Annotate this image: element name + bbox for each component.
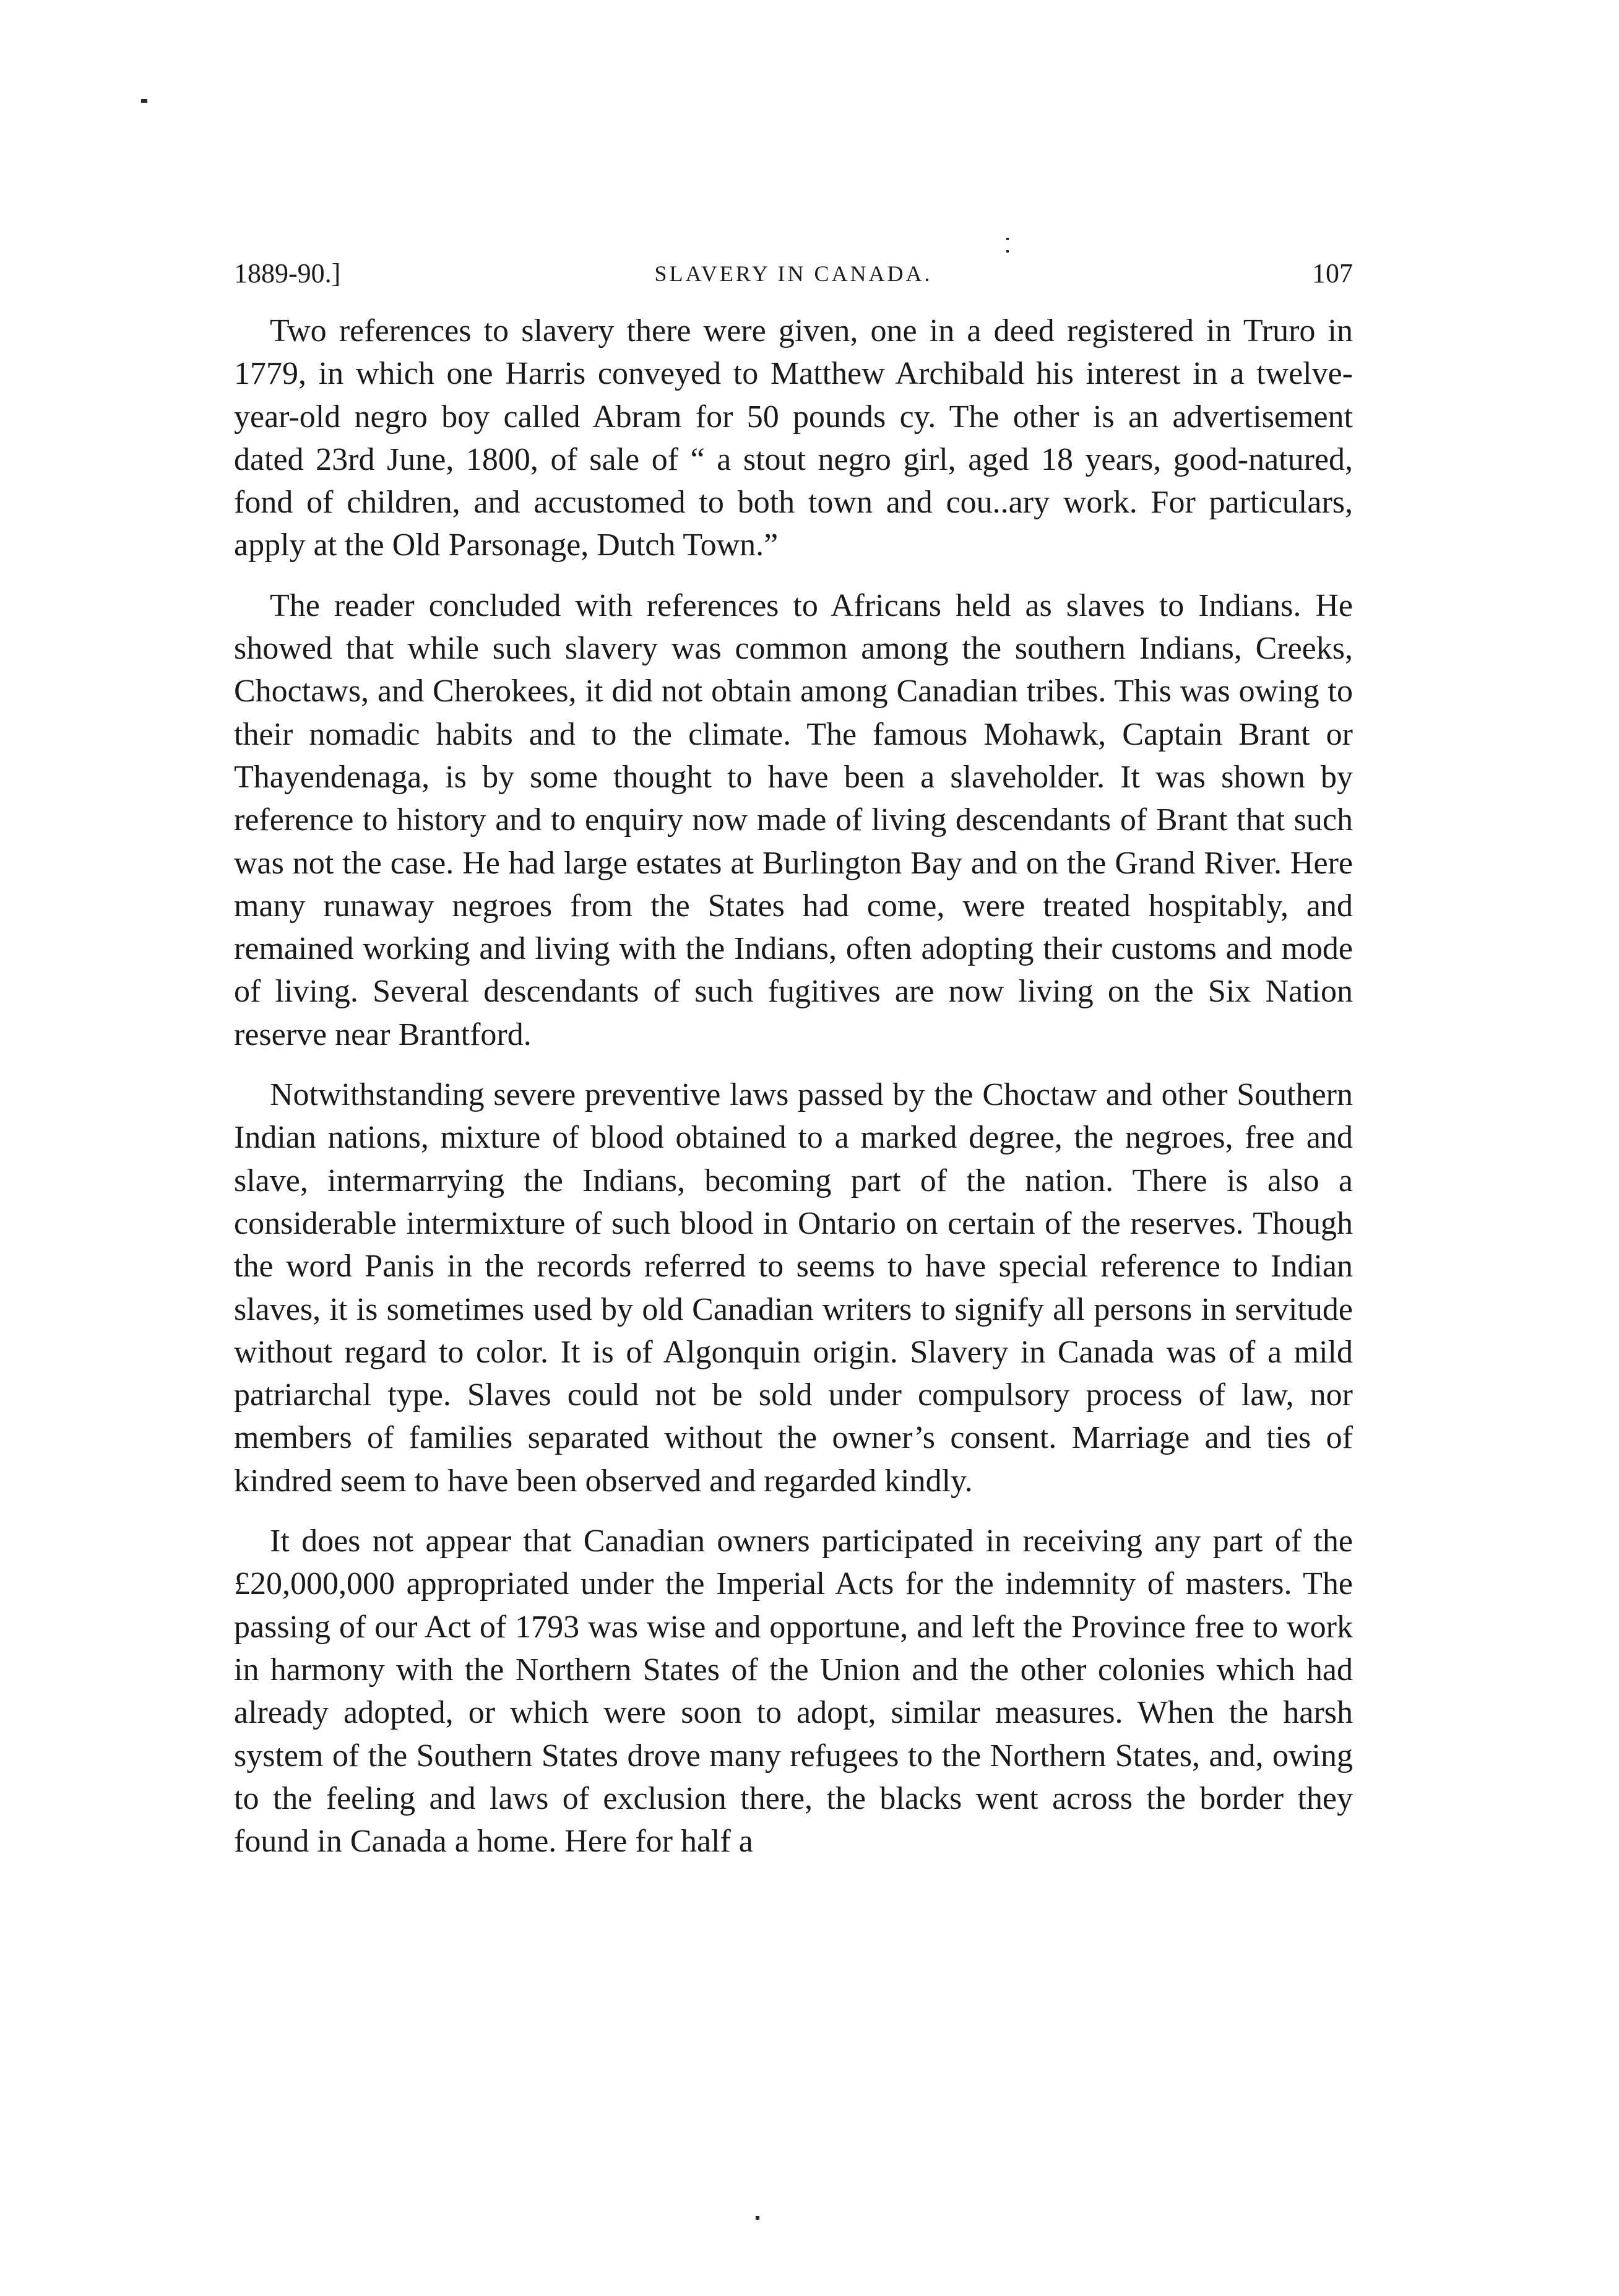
print-speck xyxy=(756,2216,759,2220)
page-number: 107 xyxy=(1312,258,1353,288)
print-speck xyxy=(1006,250,1009,253)
running-head xyxy=(234,255,1353,292)
volume-years: 1889-90.] xyxy=(234,258,341,288)
paragraph: It does not appear that Canadian owners participated in receiving any part of the £20,000,000 appropriated under the Imperial Acts for the indemnity of masters. The passing of our Act of 1793 was wise and opportune, and left the Province free to work in harmony with the Northern States of the Union and the other colonies which had already adopted, or which were soon to adopt, similar measures. When the harsh system of the Southern States drove many refugees to the Northern States, and, owing to the feeling and laws of exclusion there, the blacks went across the border they found in Canada a home. Here for half a xyxy=(234,1523,1353,1860)
paragraph: Two references to slavery there were given, one in a deed registered in Truro in 1779, in which one Harris conveyed to Matthew Archibald his interest in a twelve-year-old negro boy called Abram for 50 pounds cy. The other is an advertisement dated 23rd June, 1800, of sale of “ a stout negro girl, aged 18 years, good-natured, fond of children, and accustomed to both town and cou..ary work. For particulars, apply at the Old Parsonage, Dutch Town.” xyxy=(234,313,1353,563)
paragraph: Notwithstanding severe preventive laws passed by the Choctaw and other Southern Indian nations, mixture of blood obtained to a marked degree, the negroes, free and slave, intermarrying the Indians, becoming part of the nation. There is also a considerable intermixture of such blood in Ontario on certain of the reserves. Though the word Panis in the records referred to seems to have special reference to Indian slaves, it is sometimes used by old Canadian writers to signify all persons in servitude without regard to color. It is of Algonquin origin. Slavery in Canada was of a mild patriarchal type. Slaves could not be sold under compulsory process of law, nor members of families separated without the owner’s consent. Marriage and ties of kindred seem to have been observed and regarded kindly. xyxy=(234,1077,1353,1499)
margin-mark xyxy=(141,99,147,103)
paragraph: The reader concluded with references to Africans held as slaves to Indians. He showed that while such slavery was common among the southern Indians, Creeks, Choctaws, and Cherokees, it did not obtain among Canadian tribes. This was owing to their nomadic habits and to the climate. The famous Mohawk, Captain Brant or Thayendenaga, is by some thought to have been a slaveholder. It was shown by reference to history and to enquiry now made of living descendants of Brant that such was not the case. He had large estates at Burlington Bay and on the Grand River. Here many runaway negroes from the States had come, were treated hospitably, and remained working and living with the Indians, often adopting their customs and mode of living. Several descendants of such fugitives are now living on the Six Nation reserve near Brantford. xyxy=(234,587,1353,1052)
page-title: SLAVERY IN CANADA. xyxy=(654,261,933,286)
body-text xyxy=(234,310,1353,1863)
print-speck xyxy=(1006,238,1009,240)
